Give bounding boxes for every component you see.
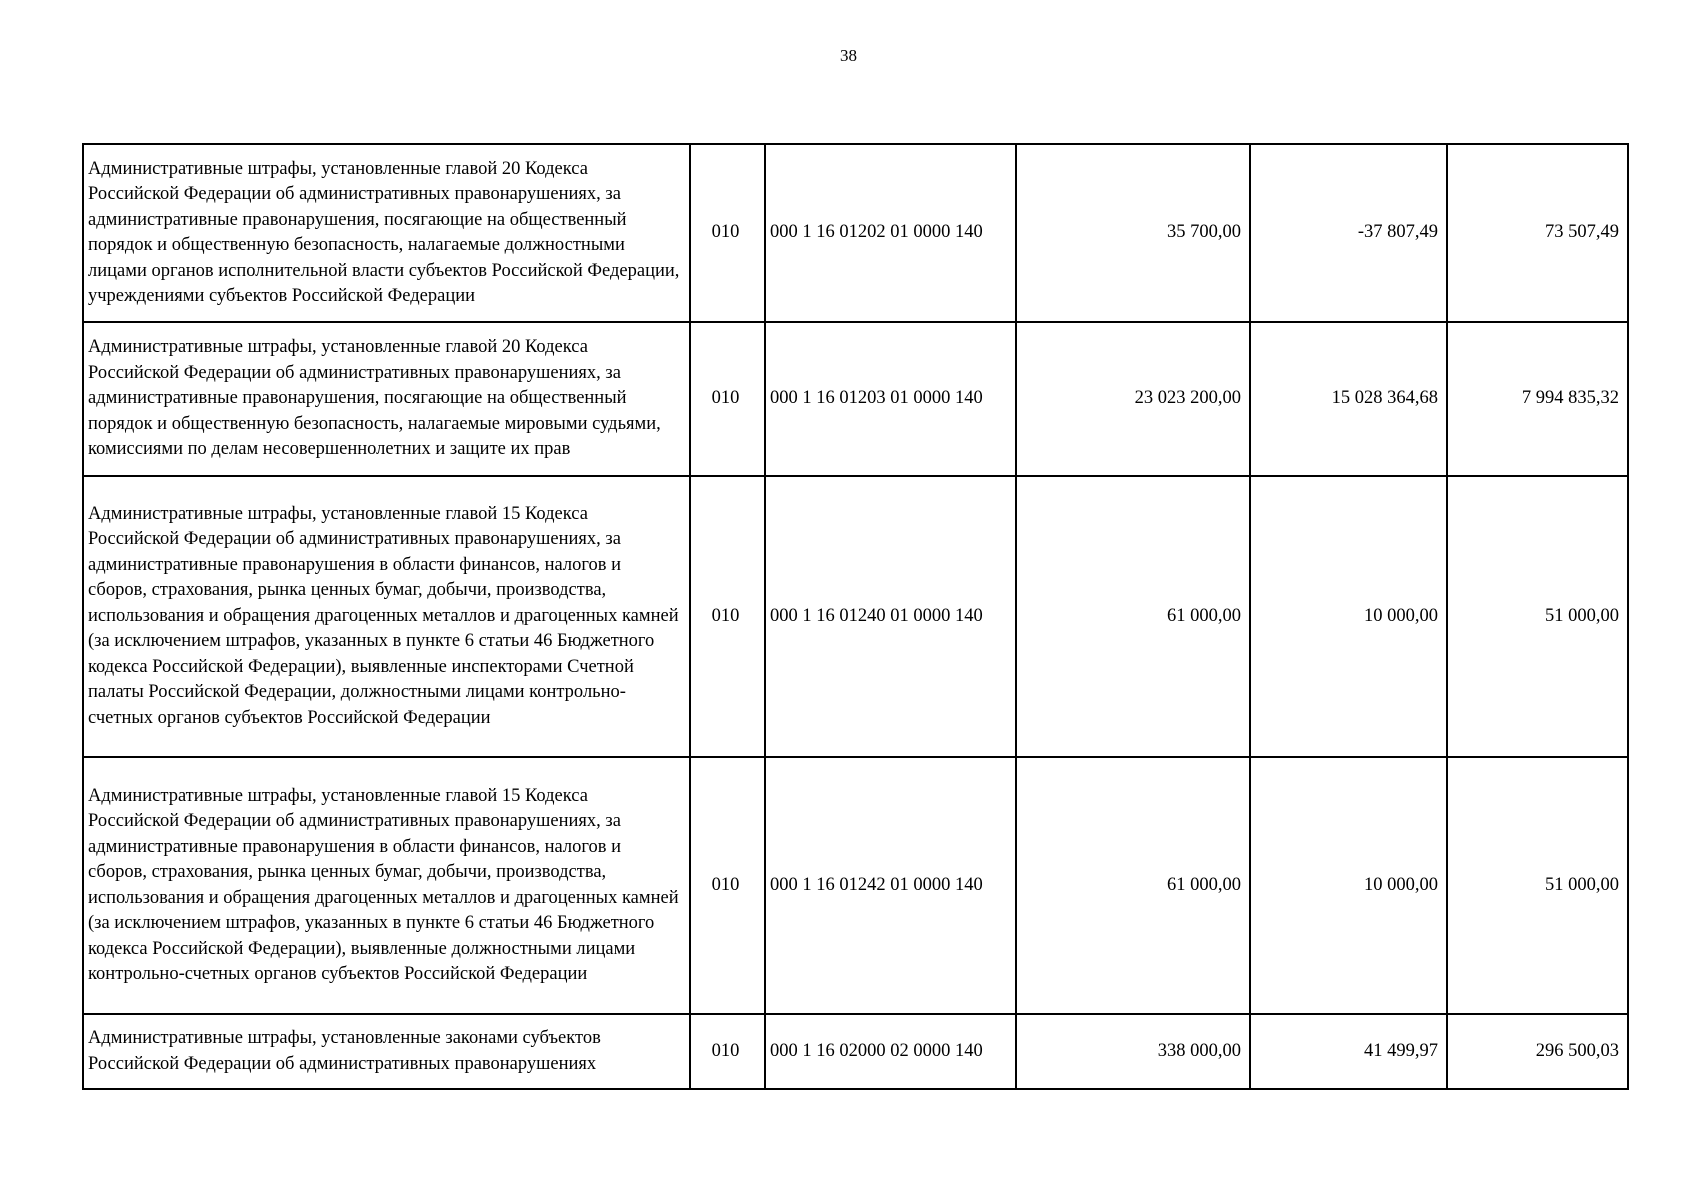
remainder-amount: 73 507,49 xyxy=(1447,144,1628,322)
approved-amount: 61 000,00 xyxy=(1016,757,1250,1014)
row-description: Административные штрафы, установленные главой 15 Кодекса Российской Федерации об административных правонарушениях, за административные правонарушения в области финансов, налогов и сборов, страхования, рынка ценных бумаг, добычи, производства, использования и обращения драгоценных металлов и драгоценных камней (за исключением штрафов, указанных в пункте 6 статьи 46 Бюджетного кодекса Российской Федерации), выявленные инспекторами Счетной палаты Российской Федерации, должностными лицами контрольно-счетных органов субъектов Российской Федерации xyxy=(83,476,690,757)
remainder-amount: 51 000,00 xyxy=(1447,476,1628,757)
row-description: Административные штрафы, установленные законами субъектов Российской Федерации об административных правонарушениях xyxy=(83,1014,690,1089)
revenue-table xyxy=(82,143,1629,1090)
budget-classification-code: 000 1 16 01203 01 0000 140 xyxy=(765,322,1016,476)
budget-classification-code: 000 1 16 02000 02 0000 140 xyxy=(765,1014,1016,1089)
table-row xyxy=(83,322,1628,476)
budget-classification-code: 000 1 16 01240 01 0000 140 xyxy=(765,476,1016,757)
page-number: 38 xyxy=(840,46,857,65)
table-row xyxy=(83,144,1628,322)
admin-code: 010 xyxy=(690,757,765,1014)
table-row xyxy=(83,1014,1628,1089)
admin-code: 010 xyxy=(690,1014,765,1089)
row-description: Административные штрафы, установленные главой 15 Кодекса Российской Федерации об административных правонарушениях, за административные правонарушения в области финансов, налогов и сборов, страхования, рынка ценных бумаг, добычи, производства, использования и обращения драгоценных металлов и драгоценных камней (за исключением штрафов, указанных в пункте 6 статьи 46 Бюджетного кодекса Российской Федерации), выявленные должностными лицами контрольно-счетных органов субъектов Российской Федерации xyxy=(83,757,690,1014)
remainder-amount: 296 500,03 xyxy=(1447,1014,1628,1089)
table-row xyxy=(83,476,1628,757)
approved-amount: 61 000,00 xyxy=(1016,476,1250,757)
executed-amount: -37 807,49 xyxy=(1250,144,1447,322)
admin-code: 010 xyxy=(690,322,765,476)
row-description: Административные штрафы, установленные главой 20 Кодекса Российской Федерации об административных правонарушениях, за административные правонарушения, посягающие на общественный порядок и общественную безопасность, налагаемые должностными лицами органов исполнительной власти субъектов Российской Федерации, учреждениями субъектов Российской Федерации xyxy=(83,144,690,322)
remainder-amount: 51 000,00 xyxy=(1447,757,1628,1014)
executed-amount: 10 000,00 xyxy=(1250,757,1447,1014)
approved-amount: 338 000,00 xyxy=(1016,1014,1250,1089)
table-row xyxy=(83,757,1628,1014)
budget-classification-code: 000 1 16 01202 01 0000 140 xyxy=(765,144,1016,322)
executed-amount: 41 499,97 xyxy=(1250,1014,1447,1089)
budget-classification-code: 000 1 16 01242 01 0000 140 xyxy=(765,757,1016,1014)
admin-code: 010 xyxy=(690,144,765,322)
approved-amount: 35 700,00 xyxy=(1016,144,1250,322)
remainder-amount: 7 994 835,32 xyxy=(1447,322,1628,476)
row-description: Административные штрафы, установленные главой 20 Кодекса Российской Федерации об административных правонарушениях, за административные правонарушения, посягающие на общественный порядок и общественную безопасность, налагаемые мировыми судьями, комиссиями по делам несовершеннолетних и защите их прав xyxy=(83,322,690,476)
executed-amount: 10 000,00 xyxy=(1250,476,1447,757)
executed-amount: 15 028 364,68 xyxy=(1250,322,1447,476)
approved-amount: 23 023 200,00 xyxy=(1016,322,1250,476)
admin-code: 010 xyxy=(690,476,765,757)
